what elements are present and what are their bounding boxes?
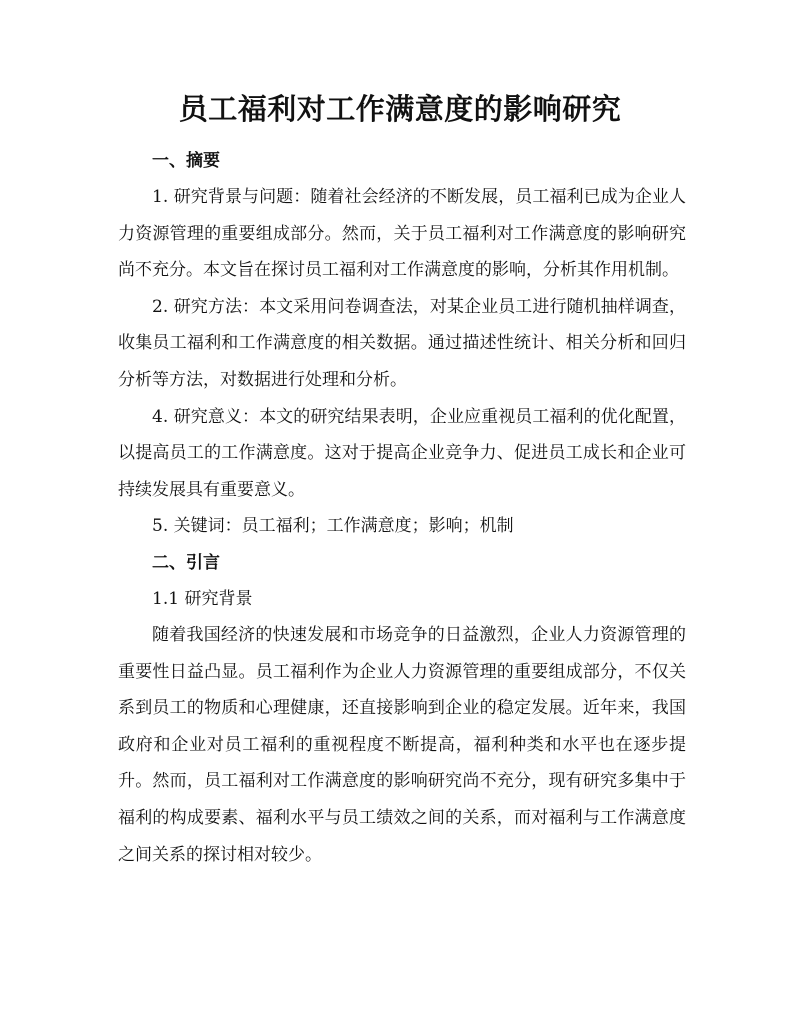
abstract-item-method: 2. 研究方法：本文采用问卷调查法，对某企业员工进行随机抽样调查，收集员工福利和工作满意度的相关数据。通过描述性统计、相关分析和回归分析等方法，对数据进行处理和分析。 (118, 296, 686, 390)
section-heading-abstract: 一、摘要 (152, 151, 220, 171)
introduction-paragraph: 随着我国经济的快速发展和市场竞争的日益激烈，企业人力资源管理的重要性日益凸显。员工福利作为企业人力资源管理的重要组成部分，不仅关系到员工的物质和心理健康，还直接影响到企业的稳定发展。近年来，我国政府和企业对员工福利的重视程度不断提高，福利种类和水平也在逐步提升。然而，员工福利对工作满意度的影响研究尚不充分，现有研究多集中于福利的构成要素、福利水平与员工绩效之间的关系，而对福利与工作满意度之间关系的探讨相对较少。 (118, 624, 686, 865)
document-title: 员工福利对工作满意度的影响研究 (178, 92, 622, 126)
subsection-heading-background: 1.1 研究背景 (152, 588, 253, 609)
abstract-item-background: 1. 研究背景与问题：随着社会经济的不断发展，员工福利已成为企业人力资源管理的重要组成部分。然而，关于员工福利对工作满意度的影响研究尚不充分。本文旨在探讨员工福利对工作满意度的影响，分析其作用机制。 (118, 187, 686, 281)
section-heading-introduction: 二、引言 (152, 552, 220, 573)
abstract-item-keywords: 5. 关键词：员工福利；工作满意度；影响；机制 (152, 516, 514, 537)
document-body (118, 143, 686, 873)
abstract-item-significance: 4. 研究意义：本文的研究结果表明，企业应重视员工福利的优化配置，以提高员工的工作满意度。这对于提高企业竞争力、促进员工成长和企业可持续发展具有重要意义。 (118, 406, 686, 500)
